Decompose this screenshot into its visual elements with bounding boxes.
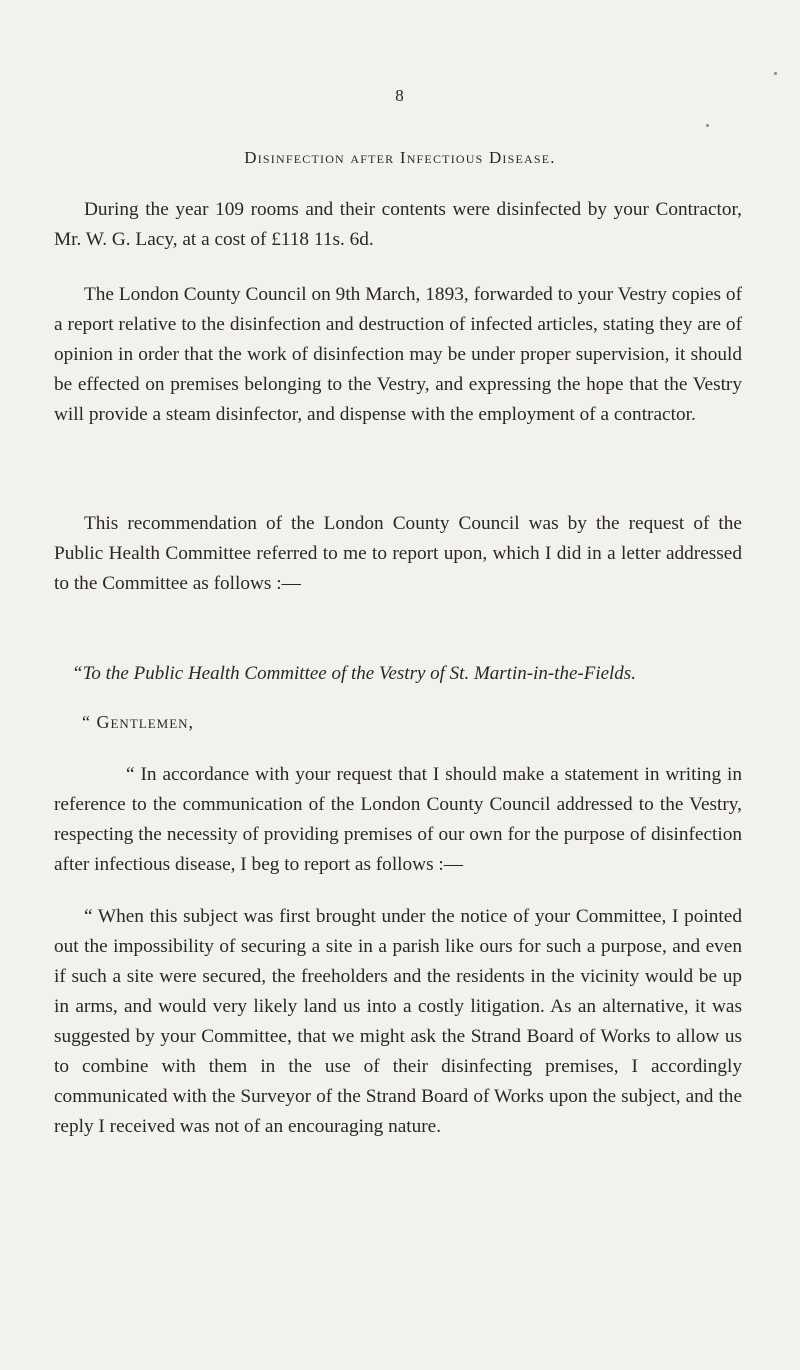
paper-speck bbox=[774, 72, 777, 75]
paper-speck bbox=[706, 124, 709, 127]
section-heading: Disinfection after Infectious Disease. bbox=[244, 148, 556, 167]
letter-paragraph-subject: “ When this subject was first brought under the notice of your Committee, I pointed out the impossibility of securing a site in a parish like ours for such a purpose, and even if such a site were secured, the freeholders and the residents in the vicinity would be up in arms, and would very likely land us into a costly litigation. As an alternative, it was suggested by your Committee, that we might ask the Strand Board of Works to allow us to combine with them in the use of their disinfecting premises, I accordingly communicated with the Surveyor of the Strand Board of Works upon the subject, and the reply I received was not of an encouraging nature. bbox=[54, 906, 742, 1137]
paragraph-contractor: During the year 109 rooms and their contents were disinfected by your Contractor, Mr. W. G. Lacy, at a cost of £118 11s. 6d. bbox=[54, 199, 742, 250]
paragraph-recommendation: This recommendation of the London County Council was by the request of the Public Health Committee referred to me to report upon, which I did in a letter addressed to the Committee as follows :— bbox=[54, 513, 742, 594]
letter-salutation: “ Gentlemen, bbox=[82, 712, 195, 732]
letter-address: “To the Public Health Committee of the Vestry of St. Martin-in-the-Fields. bbox=[72, 663, 636, 684]
letter-paragraph-request: “ In accordance with your request that I should make a statement in writing in reference to the communication of the London County Council addressed to the Vestry, respecting the necessity of providing premises of our own for the purpose of disinfection after infectious disease, I beg to report as follows :— bbox=[54, 764, 742, 875]
paragraph-county-council: The London County Council on 9th March, 1893, forwarded to your Vestry copies of a report relative to the disinfection and destruction of infected articles, stating they are of opinion in order that the work of disinfection may be under proper supervision, it should be effected on premises belonging to the Vestry, and expressing the hope that the Vestry will provide a steam disinfector, and dispense with the employment of a contractor. bbox=[54, 284, 742, 425]
page-number: 8 bbox=[395, 86, 405, 105]
